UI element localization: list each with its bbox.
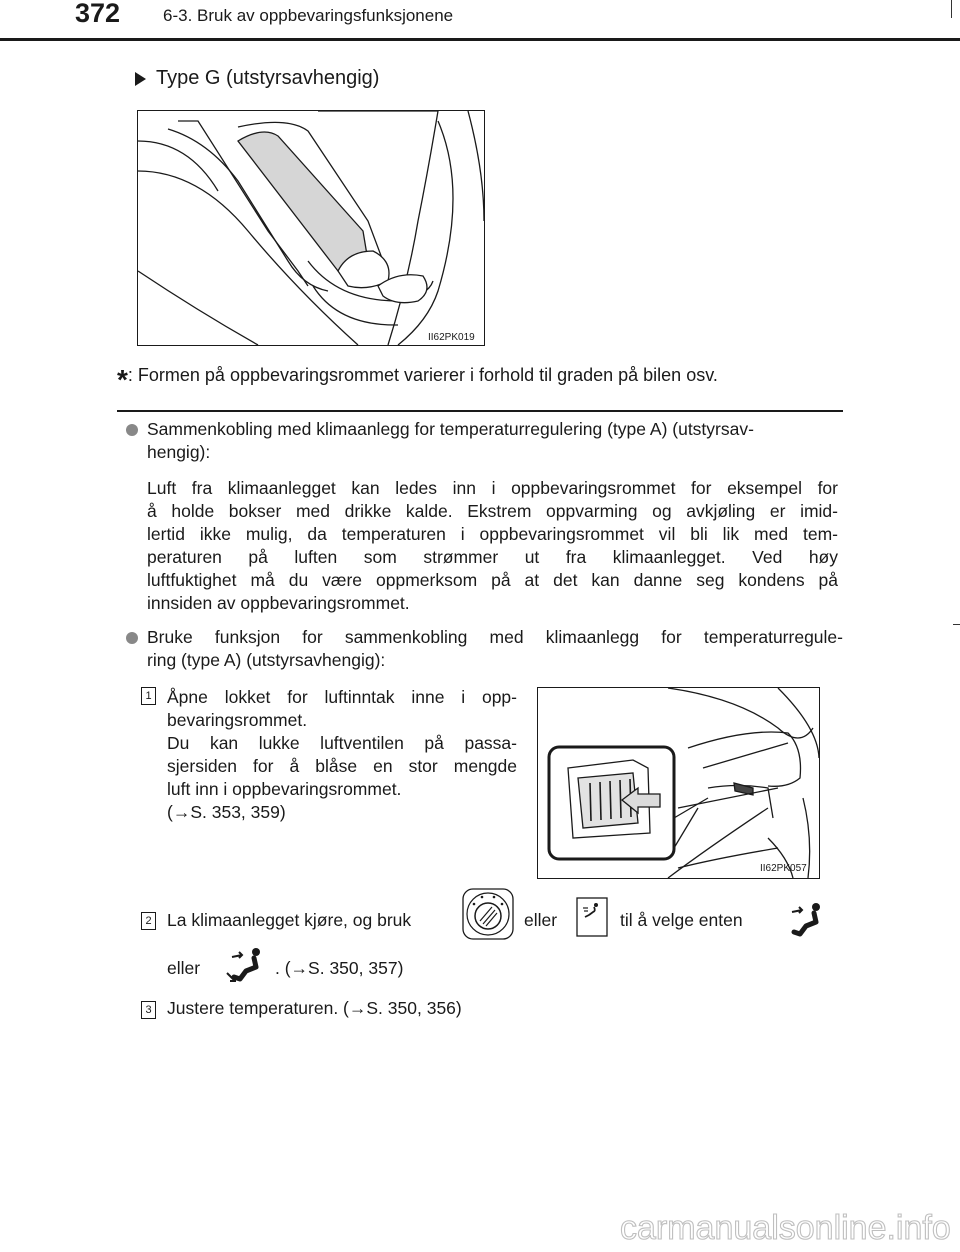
step-1-line: Du kan lukke luftventilen på passa- <box>167 733 517 753</box>
body-line: luftfuktighet må du være oppmerksom på at det kan danne seg kondens på <box>147 570 838 590</box>
step-2-text-c: til å velge enten <box>620 910 743 930</box>
step-1-line: sjersiden for å blåse en stor mengde <box>167 756 517 776</box>
air-flow-mode-button-icon <box>576 897 608 937</box>
bullet-1-title-line: Sammenkobling med klimaanlegg for temperaturregulering (type A) (utstyrsav- <box>147 419 754 439</box>
step-number-badge: 3 <box>141 1001 156 1019</box>
console-storage-illustration <box>138 111 484 345</box>
air-inlet-illustration <box>538 688 819 878</box>
footnote-star: * <box>117 364 128 395</box>
bullet-2-title-line: ring (type A) (utstyrsavhengig): <box>147 650 386 670</box>
air-inlet-figure-label: II62PK057 <box>760 863 807 874</box>
step-1-text <box>167 686 517 824</box>
step-1-line: (→S. 353, 359) <box>167 802 286 822</box>
bi-level-air-flow-icon <box>224 946 268 986</box>
console-figure-label: II62PK019 <box>428 332 475 343</box>
step-2-text-b: eller <box>524 910 558 930</box>
section-divider <box>117 410 843 412</box>
step-1-line: luft inn i oppbevaringsrommet. <box>167 779 402 799</box>
body-line: lertid ikke mulig, da temperaturen i oppbevaringsrommet vil bli lik med tem- <box>147 524 838 544</box>
triangle-bullet-icon <box>135 72 146 86</box>
step-2-text-e: . (→S. 350, 357) <box>275 958 404 978</box>
watermark-text: carmanualsonline.info <box>620 1209 951 1247</box>
body-line: peraturen på luften som strømmer ut fra klimaanlegget. Ved høy <box>147 547 838 567</box>
type-g-heading-text: Type G (utstyrsavhengig) <box>156 67 380 89</box>
page-number: 372 <box>75 0 121 28</box>
console-storage-figure <box>137 110 485 346</box>
face-air-flow-icon <box>786 900 826 940</box>
step-number-badge: 2 <box>141 912 156 930</box>
crop-mark-top <box>951 0 952 18</box>
step-1-line: bevaringsrommet. <box>167 710 308 730</box>
step-2-text-d: eller <box>167 958 201 978</box>
body-line: Luft fra klimaanlegget kan ledes inn i oppbevaringsrommet for eksempel for <box>147 478 838 498</box>
bullet-2-title-line: Bruke funksjon for sammenkobling med klimaanlegg for temperaturregule- <box>147 627 843 647</box>
header-rule <box>0 38 960 41</box>
bullet-2-title <box>147 626 843 672</box>
bullet-dot-icon <box>126 424 138 436</box>
bullet-1-title-line: hengig): <box>147 442 211 462</box>
section-title: 6-3. Bruk av oppbevaringsfunksjonene <box>163 6 454 25</box>
footnote <box>117 364 718 396</box>
bullet-dot-icon <box>126 632 138 644</box>
body-line: innsiden av oppbevaringsrommet. <box>147 593 410 613</box>
bullet-1-body <box>147 477 838 615</box>
type-g-heading <box>135 67 379 90</box>
step-1-line: Åpne lokket for luftinntak inne i opp- <box>167 687 517 707</box>
bullet-1-title <box>147 418 843 464</box>
step-3-text: Justere temperaturen. (→S. 350, 356) <box>167 998 462 1018</box>
mode-dial-icon <box>462 888 514 940</box>
body-line: å holde bokser med drikke kalde. Ekstrem oppvarming og avkjøling er imid- <box>147 501 838 521</box>
air-inlet-figure <box>537 687 820 879</box>
step-number-badge: 1 <box>141 687 156 705</box>
step-2-text-a: La klimaanlegget kjøre, og bruk <box>167 910 412 930</box>
watermark <box>620 1207 955 1252</box>
footnote-text: : Formen på oppbevaringsrommet varierer i forhold til graden på bilen osv. <box>127 365 718 385</box>
crop-mark-right <box>953 624 960 625</box>
